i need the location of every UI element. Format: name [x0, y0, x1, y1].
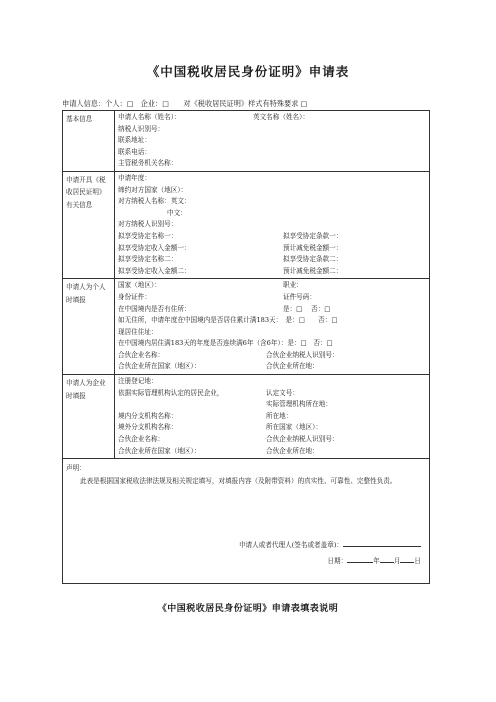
- month-label: 月: [393, 557, 401, 566]
- field-ent-partnership-name[interactable]: 合伙企业名称：: [118, 435, 165, 444]
- field-applicant-name[interactable]: 申请人名称（姓名）：: [118, 113, 181, 121]
- form-row: [118, 124, 426, 136]
- form-row: [118, 112, 426, 124]
- instructions-title: 《中国税收居民身份证明》申请表填表说明: [157, 604, 339, 614]
- field-tax-authority[interactable]: 主管税务机关名称：: [118, 159, 178, 168]
- section-declaration: [63, 459, 430, 584]
- field-ent-partnership-country[interactable]: 合伙企业所在国家（地区）：: [118, 446, 201, 455]
- form-row: [118, 399, 426, 411]
- form-row: [118, 158, 426, 170]
- date-line: [327, 554, 421, 565]
- field-treaty-name-2[interactable]: 拟享受协定名称二：: [118, 255, 178, 264]
- domicile-checkboxes[interactable]: 是：□ 否：□: [283, 304, 331, 313]
- field-resided-6-years[interactable]: 在中国境内居住满183天的年度是否连续满6年（含6年）：是：□ 否：□: [118, 339, 333, 348]
- field-counterpart-name-cn[interactable]: 中文：: [167, 208, 187, 217]
- form-row: [118, 243, 426, 255]
- field-id-number[interactable]: 证件号码：: [283, 292, 316, 301]
- field-english-name[interactable]: 英文名称（姓名）：: [253, 113, 310, 121]
- section-enterprise: [63, 375, 430, 459]
- form-row: [118, 422, 426, 434]
- field-registration-place[interactable]: 注册登记地：: [118, 377, 158, 386]
- form-row: [118, 254, 426, 266]
- signature-line: [239, 538, 421, 549]
- form-row: [118, 446, 426, 458]
- page-title: 《中国税收居民身份证明》申请表: [146, 64, 350, 79]
- signature-label: 申请人或者代理人(签名或者盖章)：: [238, 541, 343, 550]
- form-row: [118, 231, 426, 243]
- field-application-year[interactable]: 申请年度：: [118, 173, 151, 182]
- field-treaty-income-2[interactable]: 拟享受协定收入金额二：: [118, 266, 191, 275]
- section-content-enterprise: [115, 375, 430, 459]
- section-content-certificate: [115, 171, 430, 278]
- field-domestic-branch-location[interactable]: 所在地：: [266, 411, 293, 420]
- field-partnership-taxpayer-id[interactable]: 合伙企业纳税人识别号：: [266, 350, 339, 359]
- form-row: [118, 388, 426, 400]
- form-row: [118, 135, 426, 147]
- field-country[interactable]: 国家（地区）：: [118, 281, 161, 290]
- field-taxpayer-id[interactable]: 纳税人识别号：: [118, 124, 165, 133]
- section-label-enterprise: 申请人为企业时填报: [63, 375, 115, 459]
- field-treaty-name-1[interactable]: 拟享受协定名称一：: [118, 231, 178, 240]
- field-phone[interactable]: 联系电话：: [118, 147, 151, 156]
- field-partnership-name[interactable]: 合伙企业名称：: [118, 350, 165, 359]
- field-recognition-number[interactable]: 认定文号：: [266, 388, 299, 397]
- form-row: [118, 361, 426, 373]
- form-row: [118, 292, 426, 304]
- section-label-individual: 申请人为个人时填报: [63, 279, 115, 375]
- form-row: [118, 411, 426, 423]
- declaration-heading: 声明：: [66, 464, 86, 473]
- form-row: [118, 315, 426, 327]
- form-row: [118, 376, 426, 388]
- field-tax-relief-2[interactable]: 预计减免税金额二：: [283, 266, 343, 275]
- field-treaty-article-2[interactable]: 拟享受协定条款二：: [283, 255, 343, 264]
- field-ent-partnership-location[interactable]: 合伙企业所在地：: [266, 446, 319, 455]
- form-row: [118, 434, 426, 446]
- field-ent-partnership-taxpayer-id[interactable]: 合伙企业纳税人识别号：: [266, 435, 339, 444]
- field-id-document[interactable]: 身份证件：: [118, 292, 151, 301]
- form-row: [118, 280, 426, 292]
- field-foreign-branch-country[interactable]: 所在国家（地区）：: [266, 423, 323, 432]
- field-has-domicile: 在中国境内是否有住所：: [118, 304, 191, 313]
- form-row: [118, 350, 426, 362]
- field-resident-by-management: 依据实际管理机构认定的居民企业，: [118, 388, 224, 397]
- month-field[interactable]: [380, 554, 394, 563]
- section-basic-info: [63, 111, 430, 172]
- field-foreign-branch[interactable]: 境外分支机构名称：: [118, 423, 178, 432]
- field-treaty-country[interactable]: 缔约对方国家（地区）：: [118, 185, 188, 194]
- form-row: [118, 266, 426, 278]
- section-content-basic: [115, 111, 430, 172]
- signature-field[interactable]: [343, 538, 421, 547]
- form-row: [118, 219, 426, 231]
- form-row: [118, 196, 426, 208]
- declaration-cell: [63, 459, 430, 584]
- field-management-location[interactable]: 实际管理机构所在地：: [266, 400, 332, 409]
- field-counterpart-taxpayer-id[interactable]: 对方纳税人识别号：: [118, 220, 178, 229]
- applicant-info-line: 申请人信息：个人：□ 企业：□ 对《税收居民证明》样式有特殊要求 □: [62, 99, 308, 108]
- field-treaty-article-1[interactable]: 拟享受协定条款一：: [283, 231, 343, 240]
- form-row: [118, 327, 426, 339]
- year-label: 年: [373, 557, 380, 566]
- year-field[interactable]: [347, 554, 373, 563]
- form-row: [118, 173, 426, 185]
- section-certificate-info: [63, 171, 430, 278]
- field-occupation[interactable]: 职业：: [283, 281, 303, 290]
- form-row: [118, 147, 426, 159]
- field-current-address[interactable]: 现居住住址：: [118, 327, 158, 336]
- field-partnership-country[interactable]: 合伙企业所在国家（地区）：: [118, 362, 201, 371]
- day-field[interactable]: [400, 554, 414, 563]
- declaration-text: 此表是根据国家税收法律法规及相关规定填写，对填报内容（及附带资料）的真实性、可靠性、完整性负责。: [80, 477, 397, 486]
- field-address[interactable]: 联系地址：: [118, 136, 151, 145]
- field-resided-183-days[interactable]: 如无住所，申请年度在中国境内是否居住累计满183天： 是：□ 否：□: [118, 316, 338, 325]
- form-row: [118, 208, 426, 220]
- form-row: [118, 185, 426, 197]
- section-label-certificate: 申请开具《税收居民证明》有关信息: [63, 171, 115, 278]
- field-partnership-location[interactable]: 合伙企业所在地：: [266, 362, 319, 371]
- section-label-basic: 基本信息: [63, 111, 115, 172]
- field-treaty-income-1[interactable]: 拟享受协定收入金额一：: [118, 243, 191, 252]
- section-individual: [63, 279, 430, 375]
- section-content-individual: [115, 279, 430, 375]
- field-domestic-branch[interactable]: 境内分支机构名称：: [118, 411, 178, 420]
- day-label: 日: [414, 557, 421, 566]
- field-tax-relief-1[interactable]: 预计减免税金额一：: [283, 243, 343, 252]
- field-counterpart-name-en[interactable]: 对方纳税人名称：英文：: [118, 197, 191, 206]
- application-form-table: [62, 110, 430, 584]
- form-row: [118, 304, 426, 316]
- form-row: [118, 338, 426, 350]
- date-label: 日期：: [327, 557, 348, 566]
